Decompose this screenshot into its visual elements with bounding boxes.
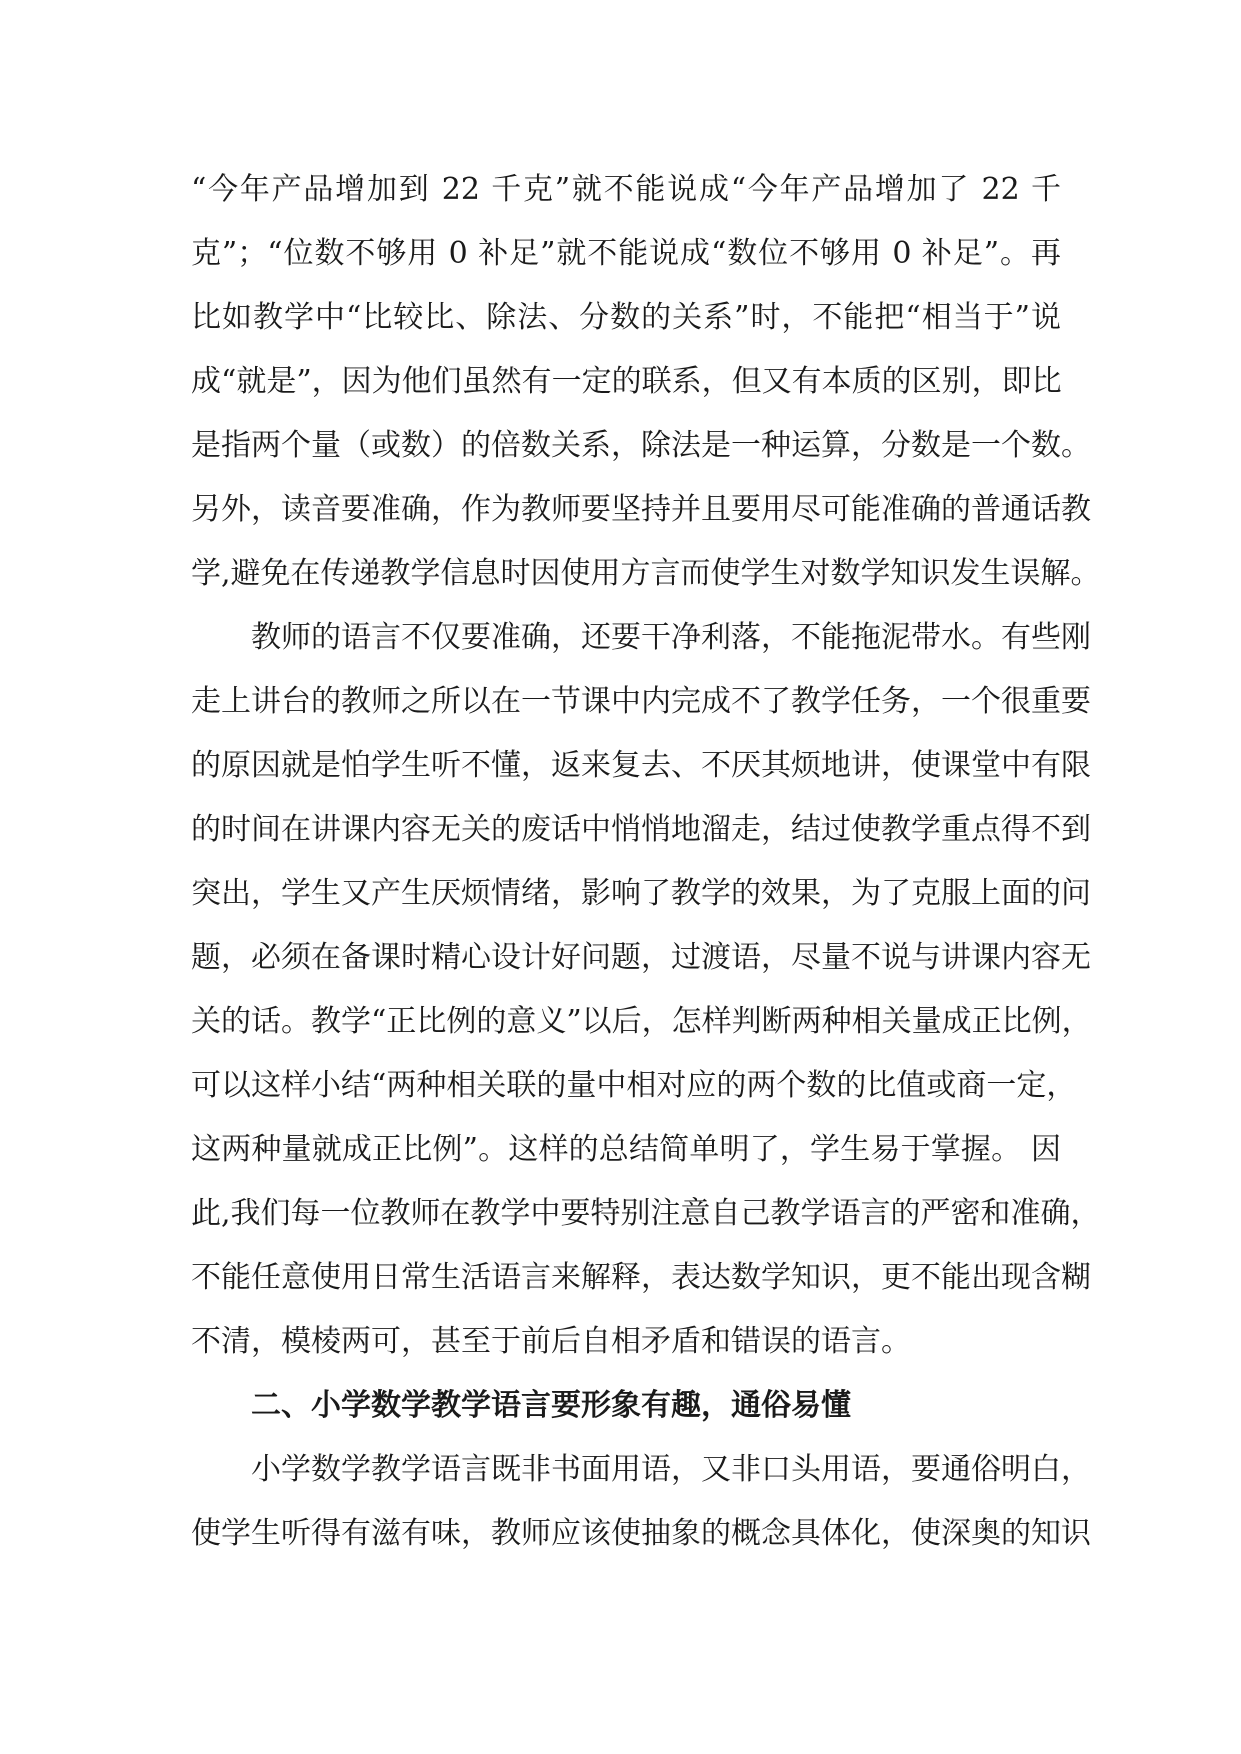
- text-line: 使学生听得有滋有味，教师应该使抽象的概念具体化，使深奥的知识: [191, 1516, 1091, 1551]
- paragraph-3: [191, 1438, 1091, 1566]
- text-line: 突出，学生又产生厌烦情绪，影响了教学的效果，为了克服上面的问: [191, 876, 1091, 911]
- document-body: [191, 158, 1101, 1566]
- text-line: 比如教学中“比较比、除法、分数的关系”时，不能把“相当于”说: [191, 300, 1061, 335]
- text-line: 不清，模棱两可，甚至于前后自相矛盾和错误的语言。: [191, 1324, 911, 1359]
- paragraph-2: [191, 606, 1101, 1374]
- text-line: 小学数学教学语言既非书面用语，又非口头用语，要通俗明白，: [251, 1452, 1091, 1487]
- text-line: “今年产品增加到 22 千克”就不能说成“今年产品增加了 22 千: [191, 172, 1061, 207]
- text-line: 教师的语言不仅要准确，还要干净利落，不能拖泥带水。有些刚: [251, 620, 1091, 655]
- text-line: 学,避免在传递教学信息时因使用方言而使学生对数学知识发生误解。: [191, 556, 1101, 591]
- text-line: 是指两个量（或数）的倍数关系，除法是一种运算，分数是一个数。: [191, 428, 1091, 463]
- paragraph-1: [191, 158, 1101, 606]
- text-line: 关的话。教学“正比例的意义”以后，怎样判断两种相关量成正比例，: [191, 1004, 1092, 1039]
- text-line: 克”；“位数不够用 0 补足”就不能说成“数位不够用 0 补足”。再: [191, 236, 1061, 271]
- text-line: 此,我们每一位教师在教学中要特别注意自己教学语言的严密和准确，: [191, 1196, 1101, 1231]
- section-heading: 二、小学数学教学语言要形象有趣，通俗易懂: [251, 1388, 851, 1423]
- text-line: 成“就是”，因为他们虽然有一定的联系，但又有本质的区别，即比: [191, 364, 1062, 399]
- text-line: 不能任意使用日常生活语言来解释，表达数学知识，更不能出现含糊: [191, 1260, 1091, 1295]
- text-line: 的原因就是怕学生听不懂，返来复去、不厌其烦地讲，使课堂中有限: [191, 748, 1091, 783]
- text-line: 这两种量就成正比例”。这样的总结简单明了，学生易于掌握。 因: [191, 1132, 1061, 1167]
- text-line: 走上讲台的教师之所以在一节课中内完成不了教学任务，一个很重要: [191, 684, 1091, 719]
- text-line: 的时间在讲课内容无关的废话中悄悄地溜走，结过使教学重点得不到: [191, 812, 1091, 847]
- text-line: 可以这样小结“两种相关联的量中相对应的两个数的比值或商一定，: [191, 1068, 1077, 1103]
- text-line: 题，必须在备课时精心设计好问题，过渡语，尽量不说与讲课内容无: [191, 940, 1091, 975]
- text-line: 另外，读音要准确，作为教师要坚持并且要用尽可能准确的普通话教: [191, 492, 1091, 527]
